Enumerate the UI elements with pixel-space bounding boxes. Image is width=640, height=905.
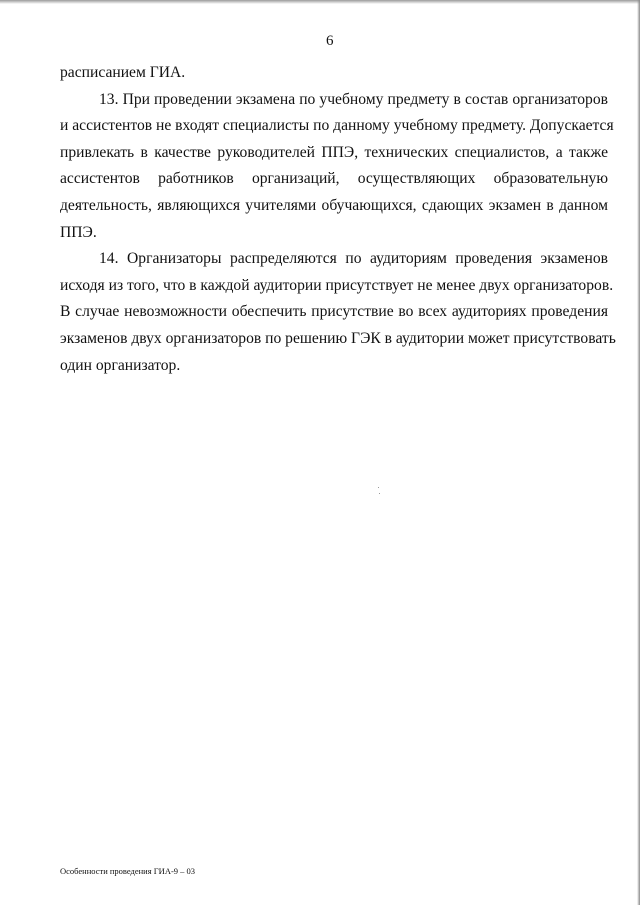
footer-text: Особенности проведения ГИА-9 – 03	[60, 866, 196, 876]
scan-edge-top	[0, 0, 640, 4]
paragraph-14-line: В случае невозможности обеспечить присутствие во всех аудиториях проведения	[60, 303, 608, 321]
text-line: расписанием ГИА.	[60, 64, 186, 81]
paragraph-14-line: 14. Организаторы распределяются по аудиториям проведения экзаменов	[99, 250, 608, 268]
scan-speck	[379, 493, 380, 494]
paragraph-13-line: ППЭ.	[60, 223, 97, 241]
paragraph-13-line: привлекать в качестве руководителей ППЭ, технических специалистов, а также	[60, 143, 608, 161]
page-number: 6	[326, 33, 334, 49]
paragraph-14-line: исходя из того, что в каждой аудитории присутствует не менее двух организаторов.	[60, 276, 614, 294]
scan-speck	[378, 487, 379, 488]
paragraph-13-line: 13. При проведении экзамена по учебному предмету в состав организаторов	[99, 90, 608, 108]
paragraph-13-line: и ассистентов не входят специалисты по данному учебному предмету. Допускается	[60, 117, 614, 135]
paragraph-14-line: экзаменов двух организаторов по решению ГЭК в аудитории может присутствовать	[60, 329, 616, 347]
body-text	[60, 60, 616, 379]
paragraph-14-line: один организатор.	[60, 356, 181, 374]
paragraph-13-line: деятельность, являющихся учителями обучающихся, сдающих экзамен в данном	[60, 196, 608, 214]
paragraph-13-line: ассистентов работников организаций, осуществляющих образовательную	[60, 170, 608, 188]
